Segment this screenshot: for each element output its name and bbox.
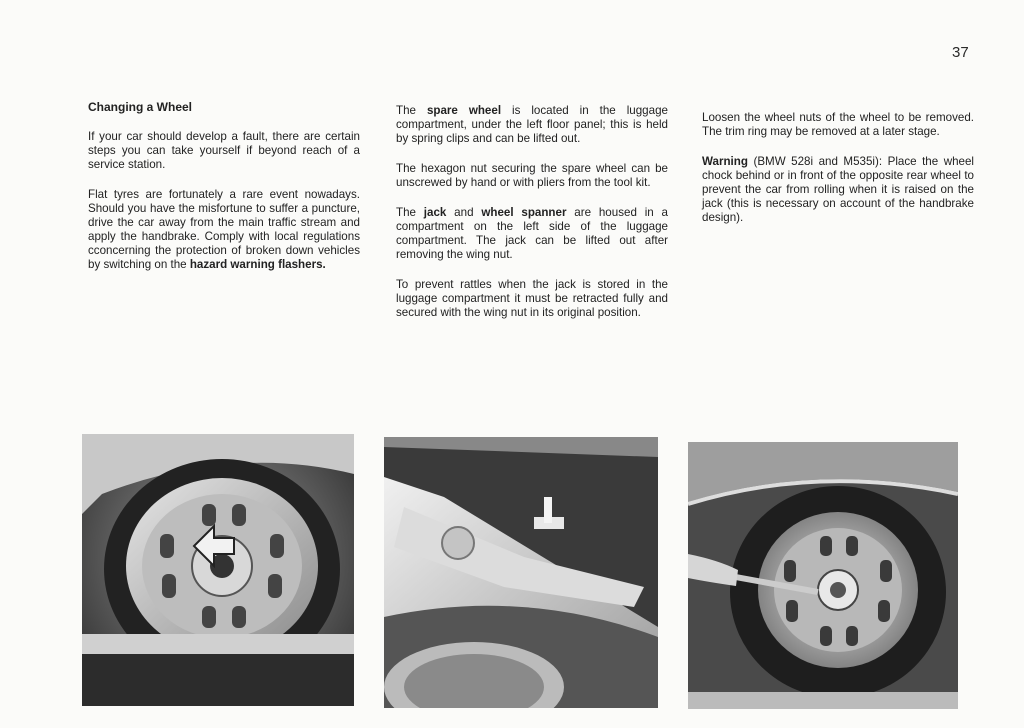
text-column-1 bbox=[88, 100, 360, 288]
paragraph: Loosen the wheel nuts of the wheel to be removed. The trim ring may be removed at a later stage. bbox=[702, 111, 974, 138]
paragraph-text: The bbox=[396, 206, 424, 219]
spare-wheel-photo bbox=[82, 434, 354, 706]
paragraph-text: (BMW 528i and M535i): Place the wheel chock behind or in front of the opposite rear wheel to prevent the car from rolling when it is raised on the jack (this is necessary on account of the handbrake design). bbox=[702, 155, 974, 224]
paragraph-text: and bbox=[446, 206, 482, 219]
bold-term: jack bbox=[423, 206, 447, 219]
loosen-wheel-nuts-photo bbox=[688, 442, 958, 709]
section-heading: Changing a Wheel bbox=[88, 100, 193, 114]
text-column-3 bbox=[702, 111, 974, 241]
paragraph-text: Flat tyres are fortunately a rare event nowadays. Should you have the misfortune to suffer a puncture, drive the car away from the main traffic stream and apply the handbrake. Comply with local regulations cconcerning the protection of broken down vehicles by switching on the bbox=[88, 188, 360, 271]
paragraph bbox=[396, 206, 668, 262]
page-number: 37 bbox=[952, 44, 969, 61]
bold-term: spare wheel bbox=[426, 104, 502, 117]
paragraph bbox=[396, 104, 668, 146]
paragraph-text: is located in the luggage compartment, under the left floor panel; this is held by spring clips and can be lifted out. bbox=[396, 104, 668, 145]
paragraph: If your car should develop a fault, there are certain steps you can take yourself if beyond reach of a service station. bbox=[88, 130, 360, 171]
bold-term: wheel spanner bbox=[481, 206, 567, 219]
bold-term: hazard warning flashers. bbox=[189, 258, 326, 271]
paragraph: The hexagon nut securing the spare wheel can be unscrewed by hand or with pliers from the tool kit. bbox=[396, 162, 668, 189]
jack-compartment-photo bbox=[384, 437, 658, 708]
text-column-2 bbox=[396, 104, 668, 336]
paragraph-text: The bbox=[396, 104, 427, 117]
paragraph bbox=[88, 188, 360, 272]
paragraph-text: are housed in a compartment on the left side of the luggage compartment. The jack can be lifted out after removing the wing nut. bbox=[396, 206, 668, 261]
paragraph bbox=[702, 155, 974, 225]
bold-term: Warning bbox=[702, 155, 748, 168]
paragraph: To prevent rattles when the jack is stored in the luggage compartment it must be retracted fully and secured with the wing nut in its original position. bbox=[396, 278, 668, 319]
